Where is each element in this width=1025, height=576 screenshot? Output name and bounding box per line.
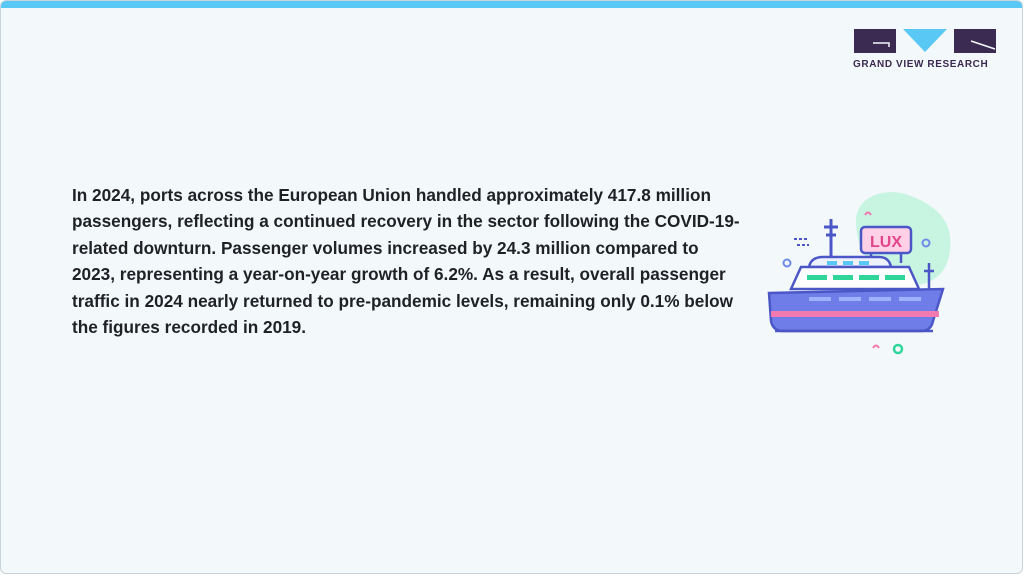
grand-view-research-logo <box>853 29 998 73</box>
logo-wordmark: GRAND VIEW RESEARCH <box>853 59 989 70</box>
accent-top-bar <box>1 1 1022 8</box>
cruise-ship-illustration <box>761 181 961 366</box>
summary-paragraph: In 2024, ports across the European Union handled approximately 417.8 million passengers, reflecting a continued recovery in the sector following the COVID-19-related downturn. Passenger volumes increased by 24.3 million compared to 2023, representing a year-on-year growth of 6.2%. As a result, overall passenger traffic in 2024 nearly returned to pre-pandemic levels, remaining only 0.1% below the figures recorded in 2019. <box>72 185 740 338</box>
lux-sign-text: LUX <box>870 234 902 251</box>
logo-mark-icon <box>853 29 998 55</box>
cruise-ship-icon <box>761 181 961 366</box>
